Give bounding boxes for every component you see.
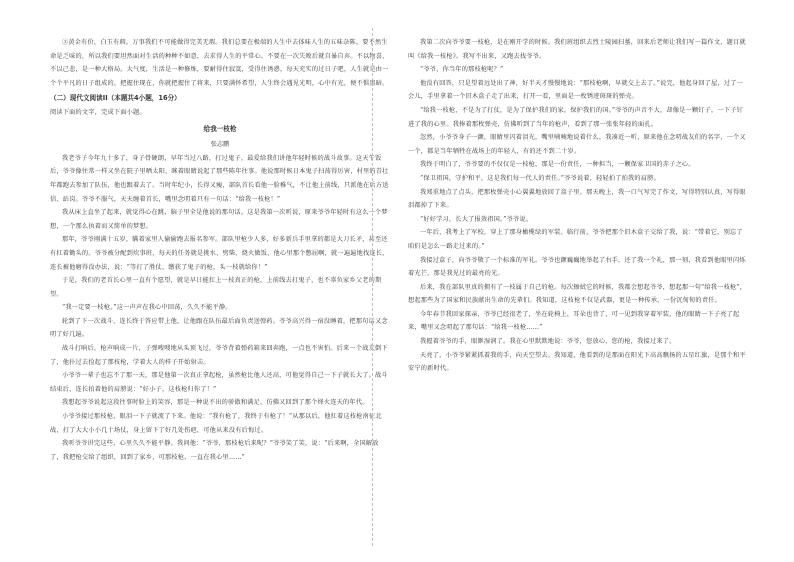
paragraph: 天亮了，小爷爷紧紧抓着我的手，向天空望去。我知道，他看到的是那面在阳光下高高飘扬的五星红旗，是那个和平安宁的新时代。 <box>408 351 746 373</box>
paragraph: 小爷爷一辈子也忘不了那一天，那是他第一次真正拿起枪，虽然枪比他人还高，可他觉得自己一下子就长大了。战斗结束后，连长拍着他的肩膀说：“好小子，这枝枪归你了！” <box>50 372 388 393</box>
paragraph: 我老爷子今年九十多了，身子骨硬朗，早年当过八路，打过鬼子，最爱给我们讲他年轻时候的战斗故事。这天午饭后，爷爷像往常一样又坐在院子里晒太阳，眯着眼睛说起了那些陈年往事。他说那时候日本鬼子扫荡得厉害，村里的青壮年都跑去参加了队伍，他也跟着去了。当时年纪小，长得又瘦，部队首长看他一脸稚气，不让他上前线，只派他在后方送信、站岗。爷爷不服气，天天缠着首长，嘴里念叨着只有一句话：“给我一枝枪！” <box>50 154 389 203</box>
paragraph: 我郑重地点了点头，把那枚弹壳小心翼翼地放回了盒子里。那天晚上，我一口气写完了作文，写得特别认真，写得眼泪都掉了下来。 <box>408 188 746 210</box>
paragraph: 我接过盒子，向爷爷敬了一个标准的军礼。爷爷也颤巍巍地举起了右手，还了我一个礼，那一刻，我看到他眼里闪烁着光芒，那是我见过的最亮的光。 <box>408 256 746 278</box>
paragraph: 我第二次向爷爷要一枝枪，是在刚开学的时候。我们班组织去烈士陵园扫墓，回来后老师让我们写一篇作文，题目就叫《给我一枝枪》。我写不出来，又跑去找爷爷。 <box>408 39 746 60</box>
paragraph: 我想起爷爷说起这段往事时脸上的笑容，那是一种说不出的骄傲和满足，仿佛又回到了那个烽火连天的年代。 <box>62 399 369 407</box>
paragraph: “我一定要一枝枪。”这一声声在我心中回荡，久久不能平静。 <box>62 304 232 312</box>
paragraph: 我终于明白了，爷爷要的不仅仅是一枝枪，那是一份责任，一种担当，一颗保家卫国的赤子之心。 <box>420 161 695 169</box>
paragraph: 他没有回答，只是望着远处出了神，好半天才慢慢地说：“那枝枪啊，早就交上去了。”说完，他起身回了屋，过了一会儿，手里拿着一个旧木盒子走了出来，打开一看，里面是一枚锈迹斑斑的弹壳。 <box>408 79 743 101</box>
paragraph: ③黄金有价，白玉有瑕。万事我们不可能做得完美无瑕。我们总要在极端的人生中去体味人生的五味杂陈。要不然生命是乏味的，所以我们要坦然面对生活的种种不如意，去求得人生的平常心。不要在一次失败后就自暴自弃。不以物喜，不以己悲，是一种大格局。大气度，生活是一种修炼，要耐得住寂寞，受得住诱惑，每天充实的过日子吧，人生就是由一个个平凡的日子组成的，把握住现在，你就把握住了将来，只要满怀希望，人生终会遇见光明，心中有光，便不惧黑暗。 <box>50 39 389 87</box>
column-divider <box>372 28 373 546</box>
paragraph: 我听爷爷讲完这些，心里久久不能平静。我问他：“爷爷，那枝枪后来呢？”爷爷笑了笑，说：“后来啊，全国解放了，我把枪交给了组织，回到了家乡，可那枝枪，一直在我心里……” <box>50 440 379 461</box>
paragraph: 后来，我在部队里真的拥有了一枝属于自己的枪。每次擦拭它的时候，我都会想起爷爷，想起那一句“给我一枝枪”，想起那些为了国家和民族献出生命的先辈们。我知道，这枝枪不仅是武器，更是一种传承，一份沉甸甸的责任。 <box>408 283 747 305</box>
paragraph: 今年春节我回家探亲，爷爷已经很老了，坐在轮椅上，耳朵也背了，可一见到我穿着军装，他的眼睛一下子亮了起来，嘴里又念叨起了那句话：“给我一枝枪……” <box>408 310 740 332</box>
article-author: 张志鹏 <box>210 141 230 149</box>
paragraph: 于是，我们的老首长心里一直有个愿望，就是早日能扛上一枝真正的枪，上前线去打鬼子，也不辜负家乡父老的期望。 <box>50 277 382 298</box>
paragraph: 战斗打响后，枪声响成一片，子弹嗖嗖地从头顶飞过，爷爷背着弹药箱来回奔跑，一点也不害怕。后来一个战友倒下了，他扑过去捡起了那枝枪，学着大人的样子开始射击。 <box>50 345 388 366</box>
left-column <box>50 36 390 464</box>
article-title: 给我一枝枪 <box>203 124 237 133</box>
paragraph: 那年，爷爷刚满十五岁，瞒着家里人偷偷跑去报名参军。部队里枪少人多，好多新兵手里拿的都是大刀长矛，甚至还有扛着锄头的。爷爷被分配到炊事班，每天的任务就是挑水、劈柴、烧火做饭，他心里那个憋屈啊，就一遍遍地找连长，连长被他磨得没办法，说：“等打了胜仗，缴获了鬼子的枪，头一枝就给你！” <box>50 236 389 271</box>
instruction-text: 阅读下面的文字，完成下面小题。 <box>50 108 146 116</box>
section-heading: （二）现代文阅读II（本题共4小题，16分） <box>50 94 181 103</box>
paragraph: 我握着爷爷的手，眼眶湿润了。我在心里默默地说：爷爷，您放心，您的枪，我接过来了。 <box>420 338 676 346</box>
paragraph: “保卫祖国，守护和平，这是我们每一代人的责任。”爷爷说着，轻轻拍了拍我的肩膀。 <box>420 174 660 182</box>
paragraph: “爷爷，你当年的那枝枪呢？” <box>420 66 504 74</box>
paragraph: “给我一枝枪，不是为了打仗，是为了保护我们的家，保护我们的国。”爷爷的声音不大，却像是一颗钉子，一下子钉进了我的心里。我捧着那枚弹壳，仿佛听到了当年的枪声，看到了那一张张年轻的面孔。 <box>408 106 743 128</box>
paragraph: 我从床上直坐了起来，就觉得心在跳，脑子里全是他说的那句话。这是我第一次听说，原来爷爷年轻时有这么一个梦想，一个那么执着而又简单的梦想。 <box>50 209 388 230</box>
right-column <box>408 36 748 376</box>
paragraph: 忽然，小爷爷身子一颤，眼睛里闪着泪光，嘴里喃喃地说着什么，我凑近一听，原来他在念叨战友们的名字，一个又一个，都是当年牺牲在战场上的年轻人，有的还不到二十岁。 <box>408 134 746 155</box>
paragraph: 一年后，我考上了军校，穿上了那身橄榄绿的军装。临行前，爷爷把那个旧木盒子交给了我，说：“带着它，别忘了咱们是怎么一路走过来的。” <box>408 229 743 250</box>
paragraph: 轮到了下一次战斗，连长终于答应带上他，让他跟在队伍最后面负责送弹药。爷爷高兴得一宿没睡着，把那句话又念叨了好几遍。 <box>50 317 388 339</box>
paragraph: “好好学习，长大了报效祖国。”爷爷说。 <box>420 215 533 223</box>
paragraph: 小爷爷接过那枝枪，眼泪一下子就流了下来。他说：“我有枪了，我终于有枪了！”从那以后，他扛着这枝枪南征北战，打了大大小小几十场仗，身上留下了好几处伤疤，可他从来没有后悔过。 <box>50 413 382 434</box>
